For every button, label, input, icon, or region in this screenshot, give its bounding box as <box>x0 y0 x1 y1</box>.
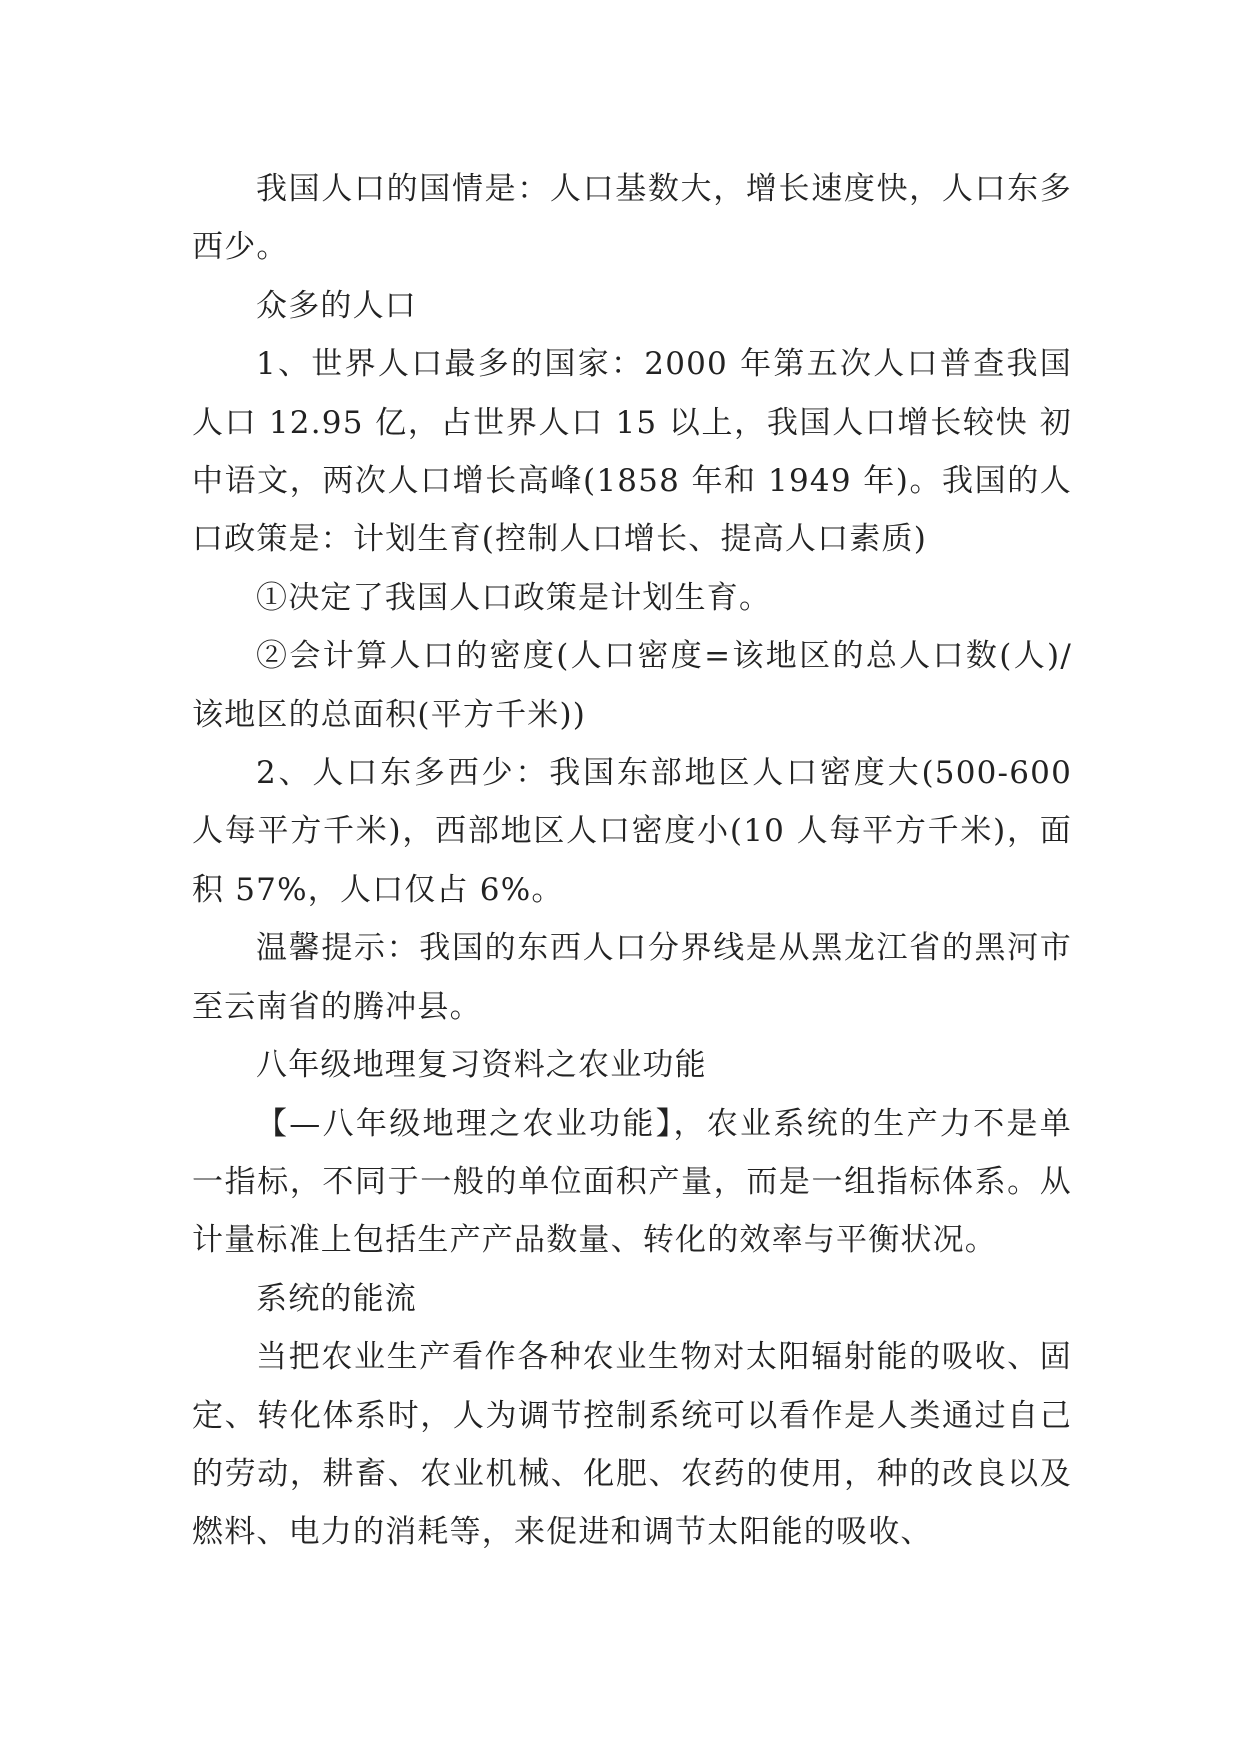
paragraph-family-planning: ①决定了我国人口政策是计划生育。 <box>256 579 772 616</box>
paragraph-population-density: ②会计算人口的密度(人口密度=该地区的总人口数(人)/该地区的总面积(平方千米)) <box>192 638 1072 733</box>
document-body <box>192 160 1072 1562</box>
paragraph-agricultural-productivity: 【—八年级地理之农业功能】，农业系统的生产力不是单一指标，不同于一般的单位面积产量，而是一组指标体系。从计量标准上包括生产产品数量、转化的效率与平衡状况。 <box>192 1105 1072 1259</box>
paragraph-warm-tip: 温馨提示：我国的东西人口分界线是从黑龙江省的黑河市至云南省的腾冲县。 <box>192 930 1072 1025</box>
paragraph-east-west-distribution: 2、人口东多西少：我国东部地区人口密度大(500-600 人每平方千米)，西部地区人口密度小(10 人每平方千米)，面积 57%，人口仅占 6%。 <box>192 755 1072 908</box>
paragraph-most-populous-country: 1、世界人口最多的国家：2000 年第五次人口普查我国人口 12.95 亿，占世界人口 15 以上，我国人口增长较快 初中语文，两次人口增长高峰(1858 年和 1949 年)。我国的人口政策是：计划生育(控制人口增长、提高人口素质) <box>192 346 1072 558</box>
paragraph-population-overview: 我国人口的国情是：人口基数大，增长速度快，人口东多西少。 <box>192 171 1072 266</box>
heading-large-population: 众多的人口 <box>256 287 417 324</box>
paragraph-solar-energy: 当把农业生产看作各种农业生物对太阳辐射能的吸收、固定、转化体系时，人为调节控制系统可以看作是人类通过自己的劳动，耕畜、农业机械、化肥、农药的使用，种的改良以及燃料、电力的消耗等，来促进和调节太阳能的吸收、 <box>192 1339 1072 1551</box>
heading-system-energy-flow: 系统的能流 <box>256 1280 417 1317</box>
heading-agriculture-function: 八年级地理复习资料之农业功能 <box>256 1047 707 1084</box>
